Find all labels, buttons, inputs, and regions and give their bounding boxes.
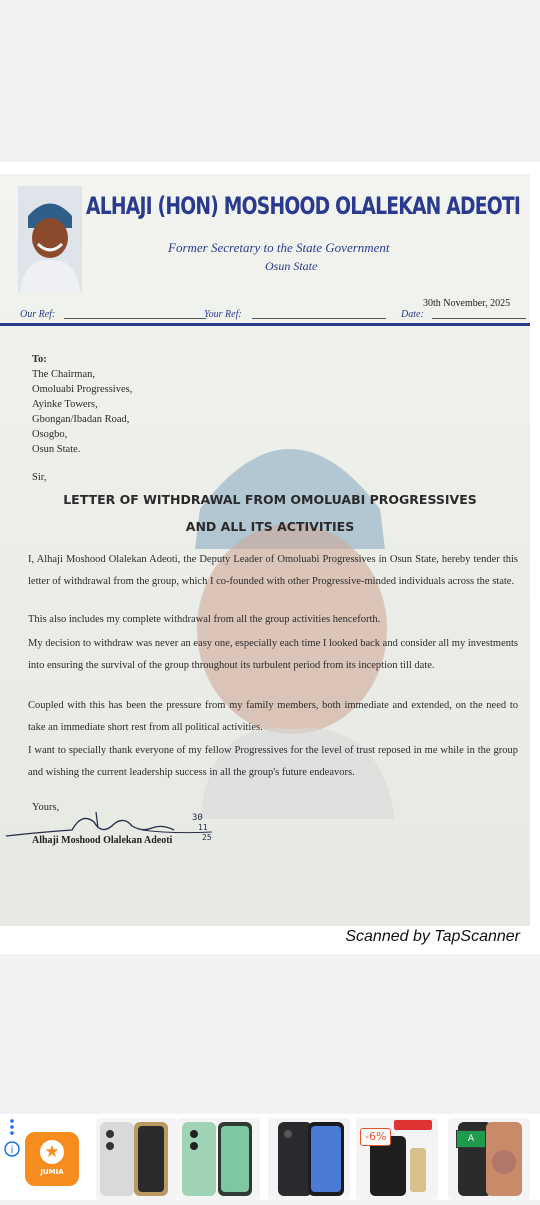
letterhead-name: ALHAJI (HON) MOSHOOD OLALEKAN ADEOTI — [86, 192, 521, 220]
svg-text:i: i — [10, 1145, 14, 1156]
info-icon[interactable] — [3, 1117, 21, 1157]
your-ref-label: Your Ref: — [204, 309, 242, 320]
discount-badge: -6% — [360, 1128, 391, 1146]
signatory-name: Alhaji Moshood Olalekan Adeoti — [32, 835, 173, 846]
address-line: The Chairman, — [32, 369, 95, 380]
ad-banner[interactable] — [0, 1114, 540, 1200]
jumia-brand-label: JUMIA — [40, 1168, 64, 1176]
our-ref-label: Our Ref: — [20, 309, 56, 320]
recipient-address — [32, 352, 132, 457]
letter-paper — [0, 174, 530, 926]
letter-title-line-1: LETTER OF WITHDRAWAL FROM OMOLUABI PROGRESSIVES — [63, 492, 477, 507]
product-card[interactable] — [96, 1118, 178, 1200]
your-ref-line — [252, 318, 386, 319]
phone-image — [268, 1118, 350, 1200]
phone-image — [96, 1118, 178, 1200]
paragraph: I, Alhaji Moshood Olalekan Adeoti, the Deputy Leader of Omoluabi Progressives in Osun State, hereby tender this letter of withdrawal from the group, which I co-founded with other Progressive-minded individuals across the state. — [28, 554, 518, 587]
ref-row — [20, 309, 424, 320]
paragraph: This also includes my complete withdrawal from all the group activities henceforth. — [28, 614, 381, 625]
date-label: Date: — [401, 309, 424, 320]
paragraph: My decision to withdraw was never an easy one, especially each time I looked back and consider all my investments into ensuring the survival of the group throughout its turbulent period from its inception till date. — [28, 638, 518, 671]
paragraph: I want to specially thank everyone of my fellow Progressives for the level of trust reposed in me while in the group and wishing the current leadership success in all the group's future endeavors. — [28, 745, 518, 778]
salutation: Sir, — [32, 472, 47, 483]
address-line: Osogbo, — [32, 429, 68, 440]
letterhead-state: Osun State — [265, 259, 318, 273]
jumia-logo[interactable] — [25, 1132, 79, 1186]
portrait-photo — [18, 186, 82, 292]
scanned-document — [0, 162, 540, 954]
letterhead-office: Former Secretary to the State Government — [168, 240, 390, 255]
letter-date: 30th November, 2025 — [423, 298, 511, 309]
address-line: Omoluabi Progressives, — [32, 384, 133, 395]
product-card[interactable] — [268, 1118, 350, 1200]
product-card[interactable] — [448, 1118, 530, 1200]
date-line — [432, 318, 526, 319]
product-card[interactable] — [356, 1118, 438, 1200]
letterhead-divider — [0, 323, 530, 326]
star-icon: ★ — [40, 1140, 64, 1164]
address-line: Gbongan/Ibadan Road, — [32, 414, 130, 425]
letter-title-line-2: AND ALL ITS ACTIVITIES — [185, 519, 355, 534]
svg-text:25: 25 — [202, 833, 212, 842]
phone-image — [178, 1118, 260, 1200]
address-line: Osun State. — [32, 444, 81, 455]
svg-text:11: 11 — [198, 823, 208, 832]
product-card[interactable] — [178, 1118, 260, 1200]
our-ref-line — [64, 318, 206, 319]
address-line: To: — [32, 354, 47, 365]
closing: Yours, — [32, 802, 60, 813]
address-line: Ayinke Towers, — [32, 399, 98, 410]
paragraph: Coupled with this has been the pressure from my family members, both immediate and extended, on the need to take an immediate short rest from all political activities. — [28, 700, 518, 733]
svg-text:30: 30 — [192, 813, 203, 823]
scanner-watermark: Scanned by TapScanner — [345, 928, 520, 945]
top-blank-area — [0, 0, 540, 162]
energy-rating-badge: A — [456, 1130, 486, 1148]
